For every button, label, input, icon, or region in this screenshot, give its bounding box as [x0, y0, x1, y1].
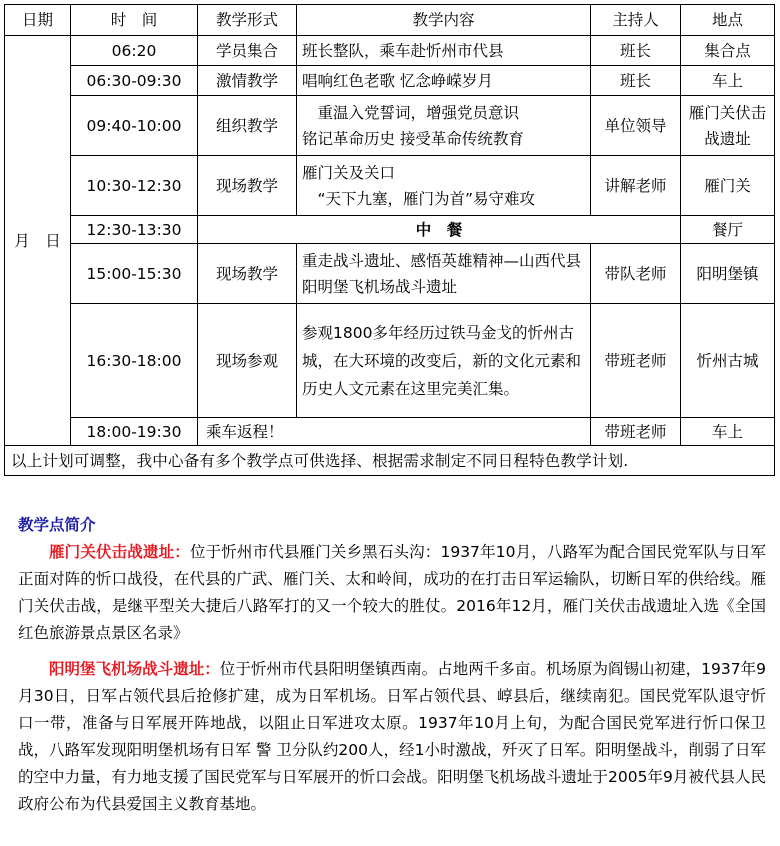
- table-row: [5, 156, 775, 216]
- place-cell: 车上: [681, 418, 775, 446]
- return-cell: 乘车返程！: [198, 418, 591, 446]
- host-cell: 单位领导: [591, 96, 681, 156]
- host-cell: 带队老师: [591, 244, 681, 304]
- content-cell: 重走战斗遗址、感悟英雄精神—山西代县阳明堡飞机场战斗遗址: [297, 244, 591, 304]
- place-cell: 雁门关: [681, 156, 775, 216]
- header-place: 地点: [681, 5, 775, 36]
- form-cell: 激情教学: [198, 66, 297, 96]
- host-cell: 带班老师: [591, 304, 681, 418]
- content-cell: 参观1800多年经历过铁马金戈的忻州古城，在大环境的改变后，新的文化元素和历史人文元素在这里完美汇集。: [297, 304, 591, 418]
- header-time: 时 间: [71, 5, 198, 36]
- place-cell: 阳明堡镇: [681, 244, 775, 304]
- time-cell: 09:40-10:00: [71, 96, 198, 156]
- time-cell: 12:30-13:30: [71, 216, 198, 244]
- content-cell: 唱响红色老歌 忆念峥嵘岁月: [297, 66, 591, 96]
- form-cell: 组织教学: [198, 96, 297, 156]
- time-cell: 10:30-12:30: [71, 156, 198, 216]
- header-host: 主持人: [591, 5, 681, 36]
- intro-title: 教学点简介: [18, 516, 96, 534]
- header-row: [5, 5, 775, 36]
- time-cell: 06:30-09:30: [71, 66, 198, 96]
- content-line: 重温入党誓词，增强党员意识: [317, 103, 520, 122]
- plan-note: 以上计划可调整，我中心备有多个教学点可供选择、根据需求制定不同日程特色教学计划.: [5, 446, 775, 476]
- lunch-cell: 中 餐: [198, 216, 681, 244]
- table-row: [5, 216, 775, 244]
- header-date: 日期: [5, 5, 71, 36]
- site-description: 位于忻州市代县雁门关乡黑石头沟：1937年10月，八路军为配合国民党军队与日军正面对阵的忻口战役，在代县的广武、雁门关、太和岭间，成功的在打击日军运输队，切断日军的供给线。雁门关伏击战，是继平型关大捷后八路军打的又一个较大的胜仗。2016年12月，雁门关伏击战遗址入选《全国红色旅游景点景区名录》: [18, 543, 766, 642]
- table-row: [5, 304, 775, 418]
- time-cell: 06:20: [71, 36, 198, 66]
- form-cell: 学员集合: [198, 36, 297, 66]
- table-row: [5, 244, 775, 304]
- content-cell: [297, 96, 591, 156]
- site-name: 阳明堡飞机场战斗遗址：: [49, 660, 220, 678]
- host-cell: 带班老师: [591, 418, 681, 446]
- place-cell: 餐厅: [681, 216, 775, 244]
- note-row: [5, 446, 775, 476]
- content-cell: [297, 156, 591, 216]
- place-cell: 集合点: [681, 36, 775, 66]
- host-cell: 班长: [591, 66, 681, 96]
- host-cell: 班长: [591, 36, 681, 66]
- content-line: 铭记革命历史 接受革命传统教育: [302, 129, 524, 148]
- place-cell: 忻州古城: [681, 304, 775, 418]
- host-cell: 讲解老师: [591, 156, 681, 216]
- intro-item-yanmenguan: [18, 539, 766, 647]
- content-line: 雁门关及关口: [302, 163, 396, 182]
- form-cell: 现场参观: [198, 304, 297, 418]
- header-content: 教学内容: [297, 5, 591, 36]
- table-row: [5, 66, 775, 96]
- place-cell: 雁门关伏击战遗址: [681, 96, 775, 156]
- intro-item-yangmingbao: [18, 656, 766, 818]
- site-name: 雁门关伏击战遗址：: [49, 543, 190, 561]
- form-cell: 现场教学: [198, 244, 297, 304]
- date-cell: 月 日: [5, 36, 71, 446]
- schedule-table: [4, 4, 775, 476]
- table-row: [5, 418, 775, 446]
- form-cell: 现场教学: [198, 156, 297, 216]
- intro-section: [18, 512, 766, 818]
- place-cell: 车上: [681, 66, 775, 96]
- content-cell: 班长整队，乘车赴忻州市代县: [297, 36, 591, 66]
- content-line: “天下九塞，雁门为首”易守难攻: [317, 189, 536, 208]
- table-row: [5, 36, 775, 66]
- time-cell: 15:00-15:30: [71, 244, 198, 304]
- site-description: 位于忻州市代县阳明堡镇西南。占地两千多亩。机场原为阎锡山初建，1937年9月30日，日军占领代县后抢修扩建，成为日军机场。日军占领代县、崞县后，继续南犯。国民党军队退守忻口一带，准备与日军展开阵地战，以阻止日军进攻太原。1937年10月上旬，为配合国民党军进行忻口保卫战，八路军发现阳明堡机场有日军 警 卫分队约200人，经1小时激战，歼灭了日军。阳明堡战斗，削弱了日军的空中力量，有力地支援了国民党军与日军展开的忻口会战。阳明堡飞机场战斗遗址于2005年9月被代县人民政府公布为代县爱国主义教育基地。: [18, 660, 766, 813]
- header-form: 教学形式: [198, 5, 297, 36]
- time-cell: 16:30-18:00: [71, 304, 198, 418]
- time-cell: 18:00-19:30: [71, 418, 198, 446]
- table-row: [5, 96, 775, 156]
